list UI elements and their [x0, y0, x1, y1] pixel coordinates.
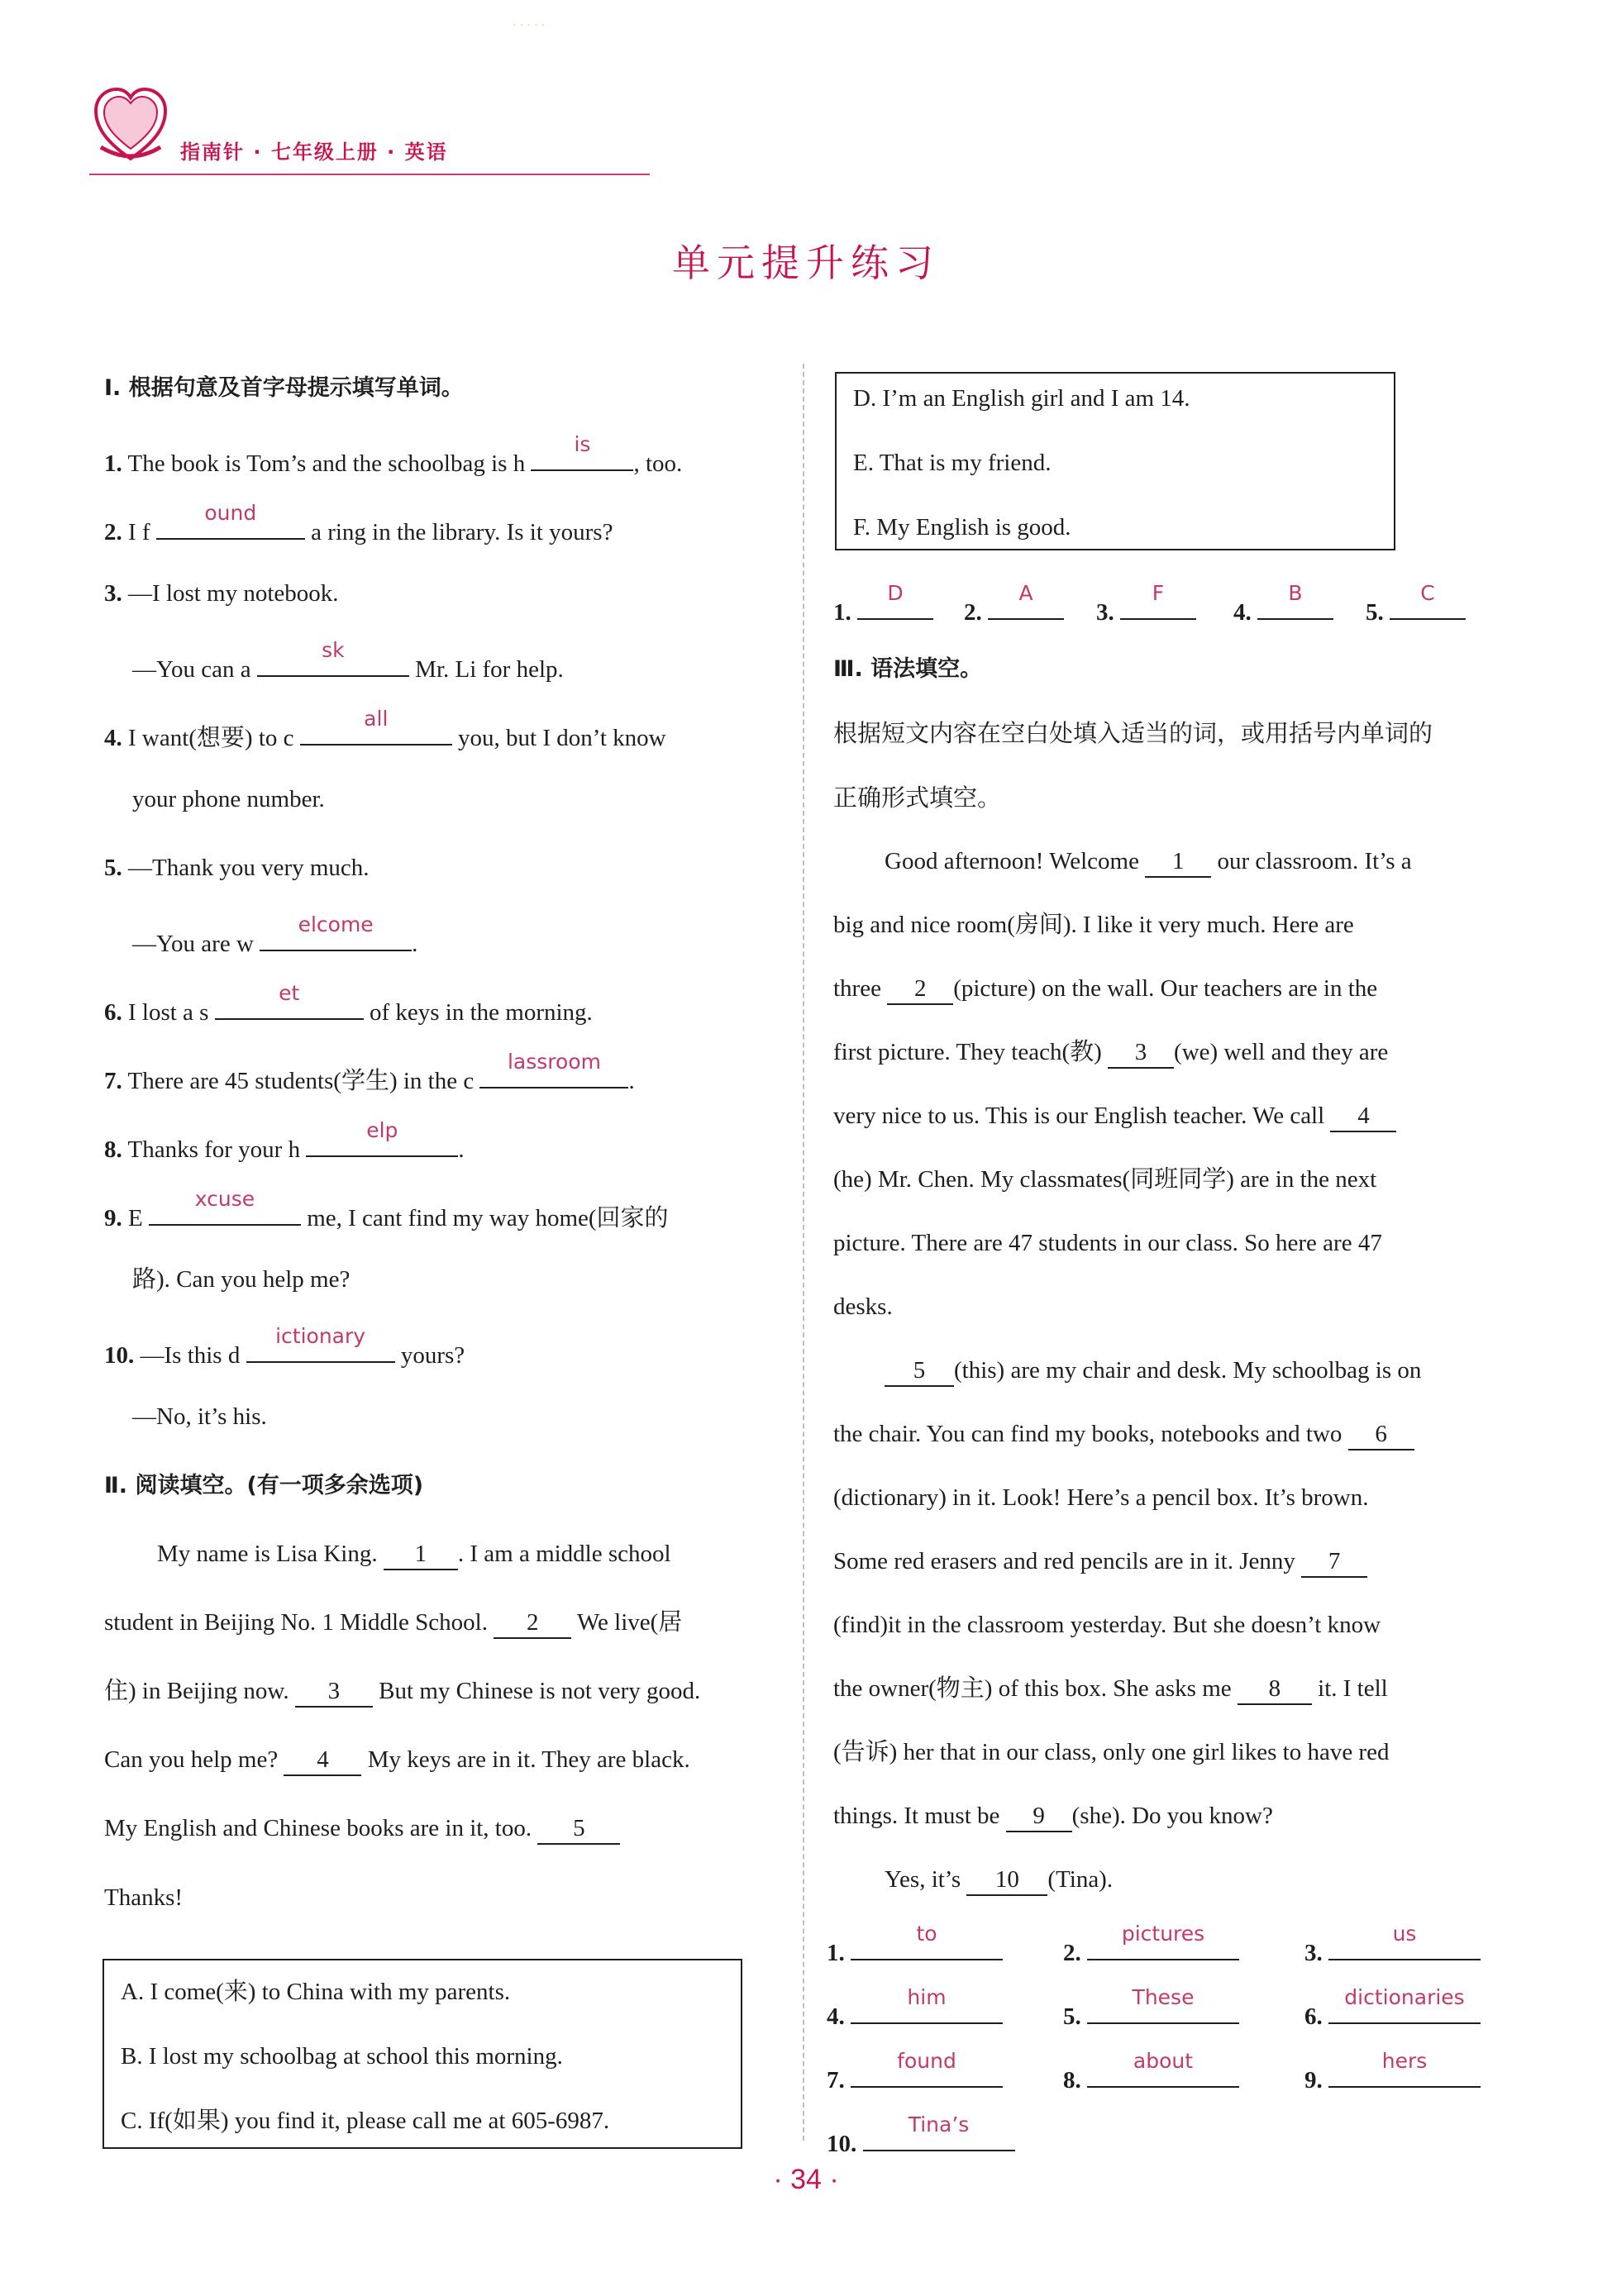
header-text: 指南针 · 七年级上册 · 英语 — [180, 141, 448, 164]
handwritten-answer: D — [887, 581, 904, 605]
passage3-line — [833, 1419, 1414, 1450]
passage2-line — [104, 1676, 700, 1708]
question-7 — [104, 1050, 635, 1096]
answer-blank[interactable] — [863, 2113, 1015, 2151]
passage3-line: desks. — [833, 1293, 893, 1320]
answer-blank[interactable] — [1328, 1985, 1481, 2024]
question-text: —Thank you very much. — [128, 855, 370, 881]
passage-text: But my Chinese is not very good. — [379, 1678, 701, 1704]
handwritten-answer: hers — [1381, 2049, 1428, 2073]
answer-blank[interactable] — [851, 1985, 1003, 2024]
answer-number: 3. — [1096, 599, 1114, 626]
question-number: 10. — [104, 1342, 135, 1369]
passage-text: My name is Lisa King. — [157, 1541, 378, 1567]
section3-answer-4 — [827, 1985, 1003, 2032]
question-text: —You are w — [132, 931, 254, 957]
option-c: C. If(如果) you find it, please call me at 605-6987. — [121, 2108, 610, 2134]
handwritten-answer: Tina’s — [908, 2113, 970, 2136]
publisher-logo-icon — [89, 83, 172, 165]
question-text: . — [628, 1068, 635, 1094]
passage-text: (this) are my chair and desk. My schoolbag is on — [954, 1357, 1422, 1384]
answer-blank[interactable] — [306, 1118, 458, 1157]
section3-answer-5 — [1063, 1985, 1239, 2032]
page-title: 单元提升练习 — [672, 241, 940, 285]
passage-text: our classroom. It’s a — [1217, 848, 1412, 874]
question-number: 5. — [104, 855, 122, 881]
question-4-continued: your phone number. — [132, 786, 325, 812]
passage-blank[interactable]: 2 — [887, 974, 953, 1005]
question-1 — [104, 432, 683, 479]
handwritten-answer: about — [1133, 2049, 1194, 2073]
passage3-line: (dictionary) in it. Look! Here’s a pencil box. It’s brown. — [833, 1484, 1369, 1511]
section3-instructions: 根据短文内容在空白处填入适当的词，或用括号内单词的 — [833, 721, 1433, 747]
handwritten-answer: ictionary — [275, 1324, 366, 1348]
section3-instructions: 正确形式填空。 — [833, 785, 1002, 812]
question-text: a ring in the library. Is it yours? — [311, 519, 613, 545]
question-text: —You can a — [132, 656, 251, 683]
answer-number: 5. — [1366, 599, 1384, 626]
option-f: F. My English is good. — [853, 514, 1071, 541]
question-text: E — [128, 1205, 143, 1231]
passage2-line — [104, 1608, 682, 1639]
question-text: I f — [128, 519, 150, 545]
passage3-line: picture. There are 47 students in our class. So here are 47 — [833, 1230, 1382, 1256]
handwritten-answer: These — [1132, 1985, 1195, 2009]
question-text: . — [458, 1136, 465, 1163]
answer-number: 8. — [1063, 2067, 1081, 2094]
question-text: —Is this d — [140, 1342, 241, 1369]
handwritten-answer: lassroom — [507, 1050, 601, 1074]
answer-blank[interactable] — [531, 432, 633, 471]
answer-blank[interactable] — [156, 501, 305, 540]
handwritten-answer: xcuse — [194, 1187, 255, 1211]
answer-blank[interactable] — [479, 1050, 628, 1088]
handwritten-answer: is — [574, 432, 591, 456]
handwritten-answer: him — [907, 1985, 947, 2009]
passage-blank[interactable]: 7 — [1301, 1546, 1367, 1578]
answer-number: 6. — [1304, 2003, 1323, 2030]
passage-blank[interactable]: 2 — [494, 1608, 571, 1639]
section3-heading: Ⅲ. 语法填空。 — [833, 656, 983, 682]
passage3-line — [885, 1355, 1421, 1387]
question-text: , too. — [633, 450, 683, 477]
question-text: me, I cant find my way home(回家的 — [307, 1205, 669, 1231]
answer-blank[interactable] — [851, 1922, 1003, 1960]
question-text: There are 45 students(学生) in the c — [127, 1068, 475, 1094]
handwritten-answer: all — [364, 707, 389, 731]
section2-answer-3 — [1096, 581, 1196, 627]
passage-text: Some red erasers and red pencils are in it. Jenny — [833, 1548, 1295, 1574]
section2-heading: Ⅱ. 阅读填空。(有一项多余选项) — [104, 1473, 424, 1498]
section2-answer-1 — [833, 581, 933, 627]
question-text: Thanks for your h — [127, 1136, 301, 1163]
passage-text: My keys are in it. They are black. — [367, 1746, 690, 1773]
question-number: 9. — [104, 1205, 122, 1231]
question-number: 6. — [104, 999, 122, 1026]
passage-blank[interactable]: 10 — [966, 1865, 1047, 1896]
passage3-line — [833, 1037, 1388, 1069]
handwritten-answer: found — [897, 2049, 956, 2073]
answer-blank[interactable] — [1328, 1922, 1481, 1960]
question-number: 8. — [104, 1136, 122, 1163]
answer-blank[interactable] — [857, 581, 933, 620]
option-b: B. I lost my schoolbag at school this morning. — [121, 2043, 563, 2070]
passage-blank[interactable]: 5 — [537, 1813, 620, 1845]
passage-blank[interactable]: 8 — [1238, 1674, 1312, 1705]
handwritten-answer: B — [1288, 581, 1303, 605]
passage-text: the chair. You can find my books, notebooks and two — [833, 1421, 1343, 1447]
header-dots: ····· — [513, 20, 549, 32]
passage3-line — [885, 1865, 1113, 1896]
answer-number: 1. — [833, 599, 851, 626]
passage2-line — [104, 1813, 620, 1845]
question-5 — [104, 853, 370, 883]
option-e: E. That is my friend. — [853, 450, 1052, 476]
passage2-line: Thanks! — [104, 1884, 184, 1911]
answer-blank[interactable] — [1390, 581, 1466, 620]
handwritten-answer: F — [1152, 581, 1165, 605]
passage-text: 住) in Beijing now. — [104, 1678, 289, 1704]
question-3-reply — [132, 638, 564, 684]
answer-blank[interactable] — [300, 707, 452, 745]
handwritten-answer: dictionaries — [1344, 1985, 1465, 2009]
passage-blank[interactable]: 6 — [1348, 1419, 1414, 1450]
handwritten-answer: us — [1392, 1922, 1417, 1946]
handwritten-answer: C — [1420, 581, 1435, 605]
passage3-line — [833, 1101, 1396, 1132]
question-10-reply: —No, it’s his. — [132, 1403, 267, 1430]
answer-blank[interactable] — [1257, 581, 1333, 620]
section3-answer-6 — [1304, 1985, 1481, 2032]
passage2-line — [157, 1539, 671, 1570]
options-box-right — [835, 372, 1395, 550]
answer-blank[interactable] — [988, 581, 1064, 620]
passage3-line — [833, 1801, 1273, 1832]
section3-answer-7 — [827, 2049, 1003, 2095]
passage-text: (picture) on the wall. Our teachers are in the — [953, 975, 1378, 1002]
passage-text: Yes, it’s — [885, 1866, 961, 1893]
header-rule — [89, 174, 650, 175]
section2-answer-5 — [1366, 581, 1466, 627]
passage-text: the owner(物主) of this box. She asks me — [833, 1675, 1232, 1702]
answer-number: 7. — [827, 2067, 845, 2094]
passage-text: first picture. They teach(教) — [833, 1039, 1102, 1065]
answer-number: 5. — [1063, 2003, 1081, 2030]
passage3-line — [833, 1674, 1388, 1705]
question-number: 7. — [104, 1068, 122, 1094]
passage3-line — [833, 1546, 1367, 1578]
passage-text: (we) well and they are — [1174, 1039, 1389, 1065]
section3-answer-9 — [1304, 2049, 1481, 2095]
answer-number: 4. — [1233, 599, 1252, 626]
question-text: I want(想要) to c — [128, 725, 294, 751]
handwritten-answer: sk — [322, 638, 345, 662]
section3-answer-10 — [827, 2113, 1015, 2159]
answer-blank[interactable] — [1087, 2049, 1239, 2088]
question-6 — [104, 981, 593, 1027]
question-2 — [104, 501, 613, 547]
section3-answer-8 — [1063, 2049, 1239, 2095]
question-10 — [104, 1324, 465, 1370]
question-5-reply — [132, 912, 418, 959]
passage-text: Good afternoon! Welcome — [885, 848, 1139, 874]
answer-number: 3. — [1304, 1940, 1323, 1966]
answer-number: 2. — [964, 599, 982, 626]
passage3-line: (he) Mr. Chen. My classmates(同班同学) are in the next — [833, 1166, 1377, 1193]
answer-blank[interactable] — [215, 981, 364, 1020]
section3-answer-1 — [827, 1922, 1003, 1968]
answer-number: 10. — [827, 2131, 857, 2157]
passage-blank[interactable]: 3 — [295, 1676, 373, 1708]
question-number: 2. — [104, 519, 122, 545]
answer-number: 9. — [1304, 2067, 1323, 2094]
question-9 — [104, 1187, 669, 1233]
question-number: 1. — [104, 450, 122, 477]
question-9-continued: 路). Can you help me? — [132, 1266, 351, 1293]
passage-text: (she). Do you know? — [1071, 1803, 1273, 1829]
answer-blank[interactable] — [1120, 581, 1196, 620]
handwritten-answer: elcome — [298, 912, 374, 936]
question-text: you, but I don’t know — [458, 725, 666, 751]
passage3-line — [833, 974, 1377, 1005]
passage3-line — [885, 846, 1412, 878]
passage-blank[interactable]: 3 — [1108, 1037, 1174, 1069]
question-4 — [104, 707, 666, 753]
option-a: A. I come(来) to China with my parents. — [121, 1979, 511, 2005]
page-number: · 34 · — [773, 2164, 839, 2195]
question-text: —I lost my notebook. — [128, 580, 339, 607]
passage3-line: (find)it in the classroom yesterday. But she doesn’t know — [833, 1612, 1381, 1638]
passage-blank[interactable]: 1 — [384, 1539, 458, 1570]
passage-blank[interactable]: 9 — [1006, 1801, 1072, 1832]
passage-text: three — [833, 975, 881, 1002]
passage-text: Can you help me? — [104, 1746, 279, 1773]
passage-text: things. It must be — [833, 1803, 1000, 1829]
question-text: I lost a s — [128, 999, 209, 1026]
answer-number: 4. — [827, 2003, 845, 2030]
passage-blank[interactable]: 4 — [284, 1745, 361, 1776]
passage-text: very nice to us. This is our English teacher. We call — [833, 1103, 1325, 1129]
handwritten-answer: et — [279, 981, 300, 1005]
passage-text: student in Beijing No. 1 Middle School. — [104, 1609, 488, 1636]
passage-text: (Tina). — [1047, 1866, 1114, 1893]
passage3-line: (告诉) her that in our class, only one girl likes to have red — [833, 1739, 1390, 1765]
handwritten-answer: ound — [204, 501, 257, 525]
answer-number: 2. — [1063, 1940, 1081, 1966]
section1-heading: Ⅰ. 根据句意及首字母提示填写单词。 — [104, 375, 464, 401]
answer-blank[interactable] — [257, 638, 409, 677]
passage-text: . I am a middle school — [457, 1541, 671, 1567]
answer-blank[interactable] — [851, 2049, 1003, 2088]
answer-blank[interactable] — [260, 912, 412, 951]
answer-blank[interactable] — [1328, 2049, 1481, 2088]
passage2-line — [104, 1745, 690, 1776]
passage3-line: big and nice room(房间). I like it very much. Here are — [833, 912, 1354, 938]
question-text: yours? — [400, 1342, 465, 1369]
question-text: of keys in the morning. — [369, 999, 593, 1026]
question-3 — [104, 579, 339, 608]
column-divider — [803, 364, 804, 2141]
option-d: D. I’m an English girl and I am 14. — [853, 385, 1190, 412]
options-box-left — [103, 1959, 742, 2149]
question-number: 3. — [104, 580, 122, 607]
answer-blank[interactable] — [1087, 1922, 1239, 1960]
question-8 — [104, 1118, 465, 1165]
question-number: 4. — [104, 725, 122, 751]
answer-blank[interactable] — [149, 1187, 301, 1226]
answer-blank[interactable] — [246, 1324, 395, 1363]
handwritten-answer: pictures — [1121, 1922, 1205, 1946]
answer-number: 1. — [827, 1940, 845, 1966]
question-text: Mr. Li for help. — [415, 656, 564, 683]
handwritten-answer: A — [1018, 581, 1033, 605]
section3-answer-3 — [1304, 1922, 1481, 1968]
section2-answer-4 — [1233, 581, 1333, 627]
question-text: The book is Tom’s and the schoolbag is h — [127, 450, 526, 477]
handwritten-answer: elp — [366, 1118, 398, 1142]
passage-blank[interactable]: 4 — [1330, 1101, 1396, 1132]
question-text: . — [412, 931, 418, 957]
handwritten-answer: to — [916, 1922, 937, 1946]
passage-text: it. I tell — [1318, 1675, 1388, 1702]
passage-blank[interactable]: 1 — [1145, 846, 1211, 878]
passage-text: My English and Chinese books are in it, too. — [104, 1815, 532, 1841]
passage-text: We live(居 — [576, 1609, 683, 1636]
passage-blank[interactable]: 5 — [885, 1355, 954, 1387]
section3-answer-2 — [1063, 1922, 1239, 1968]
section2-answer-2 — [964, 581, 1064, 627]
answer-blank[interactable] — [1087, 1985, 1239, 2024]
